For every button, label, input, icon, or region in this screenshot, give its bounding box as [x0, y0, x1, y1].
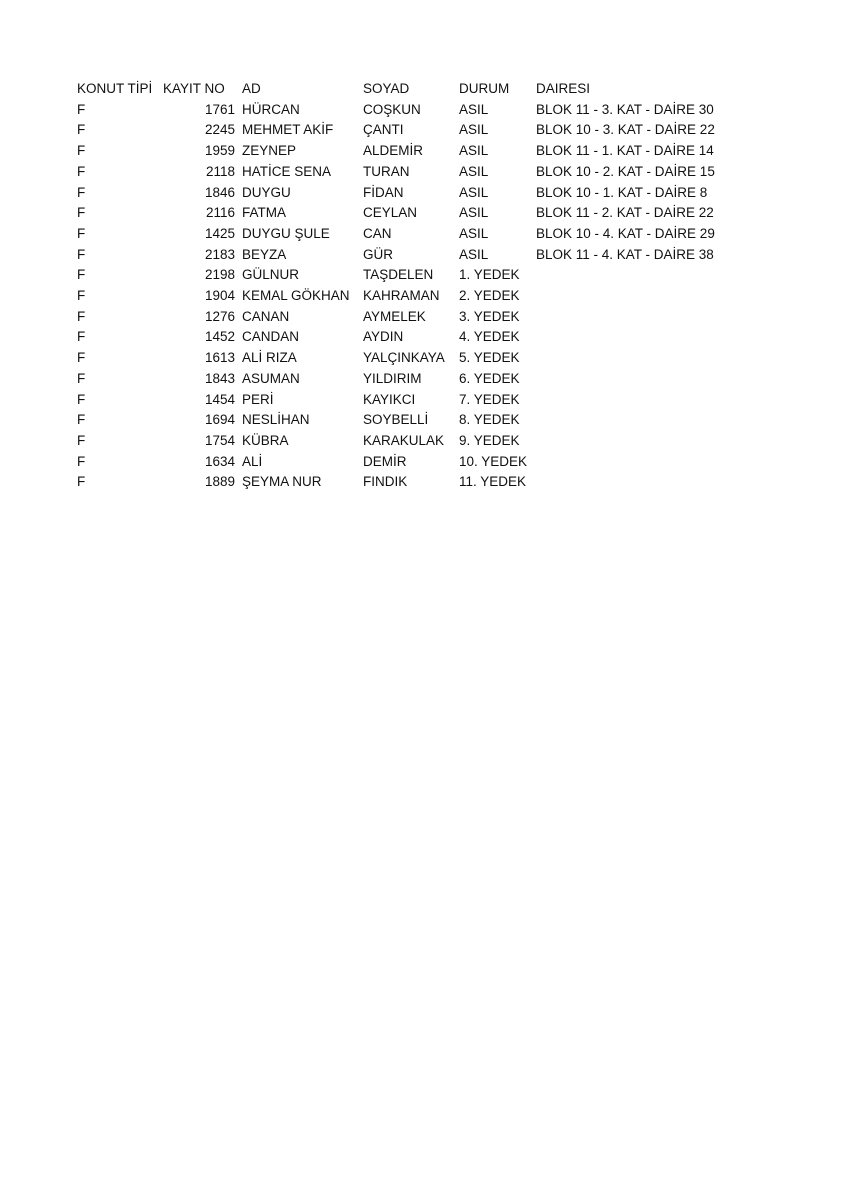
cell-kayit-no: 1425 — [204, 225, 235, 241]
cell-durum: ASIL — [459, 205, 489, 221]
cell-durum: ASIL — [459, 101, 489, 117]
cell-ad: ŞEYMA NUR — [242, 474, 322, 490]
cell-kayit-no: 1846 — [204, 184, 235, 200]
table-row — [77, 120, 736, 141]
cell-durum: 5. YEDEK — [459, 350, 520, 366]
cell-durum: ASIL — [459, 225, 489, 241]
cell-konut-tipi: F — [77, 474, 86, 490]
cell-ad: HÜRCAN — [242, 101, 300, 117]
cell-dairesi — [536, 369, 736, 390]
cell-kayit-no: 2183 — [204, 246, 235, 262]
cell-konut-tipi: F — [77, 163, 86, 179]
header-durum: DURUM — [459, 81, 510, 96]
cell-kayit-no: 1452 — [204, 329, 235, 345]
cell-durum: 6. YEDEK — [459, 370, 520, 386]
cell-ad: CANDAN — [242, 329, 300, 345]
cell-dairesi — [536, 307, 736, 328]
table-row — [77, 224, 736, 245]
cell-konut-tipi: F — [77, 308, 86, 324]
cell-ad: BEYZA — [242, 246, 287, 262]
cell-kayit-no: 1634 — [204, 453, 235, 469]
header-konut-tipi: KONUT TİPİ — [77, 81, 153, 96]
cell-durum: 2. YEDEK — [459, 288, 520, 304]
header-dairesi: DAIRESI — [536, 81, 591, 96]
cell-durum: 3. YEDEK — [459, 308, 520, 324]
cell-kayit-no: 1889 — [204, 474, 235, 490]
cell-dairesi — [536, 390, 736, 411]
cell-ad: ALİ RIZA — [242, 350, 297, 366]
cell-konut-tipi: F — [77, 329, 86, 345]
cell-soyad: GÜR — [363, 246, 393, 262]
header-row — [77, 79, 736, 100]
cell-soyad: FİDAN — [363, 184, 404, 200]
cell-soyad: KAHRAMAN — [363, 288, 440, 304]
cell-durum: ASIL — [459, 163, 489, 179]
cell-soyad: KAYIKCI — [363, 391, 416, 407]
cell-dairesi — [536, 327, 736, 348]
cell-kayit-no: 2118 — [205, 163, 235, 179]
cell-durum: 11. YEDEK — [459, 474, 527, 490]
cell-soyad: YILDIRIM — [363, 370, 422, 386]
cell-dairesi: BLOK 10 - 2. KAT - DAİRE 15 — [536, 163, 715, 179]
cell-ad: ALİ — [242, 453, 263, 469]
cell-konut-tipi: F — [77, 288, 86, 304]
cell-dairesi: BLOK 11 - 4. KAT - DAİRE 38 — [536, 246, 714, 262]
cell-soyad: ÇANTI — [363, 122, 404, 138]
table-row — [77, 265, 736, 286]
cell-ad: FATMA — [242, 205, 287, 221]
cell-kayit-no: 1754 — [204, 432, 235, 448]
table-row — [77, 100, 736, 121]
table-row — [77, 162, 736, 183]
table-row — [77, 431, 736, 452]
cell-konut-tipi: F — [77, 205, 86, 221]
table-row — [77, 183, 736, 204]
table-row — [77, 410, 736, 431]
cell-dairesi: BLOK 11 - 2. KAT - DAİRE 22 — [536, 205, 714, 221]
cell-durum: ASIL — [459, 184, 489, 200]
cell-durum: 10. YEDEK — [459, 453, 528, 469]
cell-konut-tipi: F — [77, 453, 86, 469]
cell-kayit-no: 1843 — [204, 370, 235, 386]
cell-soyad: SOYBELLİ — [363, 412, 429, 428]
cell-soyad: DEMİR — [363, 453, 407, 469]
cell-ad: CANAN — [242, 308, 290, 324]
cell-ad: ZEYNEP — [242, 143, 297, 159]
cell-durum: 7. YEDEK — [459, 391, 520, 407]
cell-ad: KEMAL GÖKHAN — [242, 288, 350, 304]
cell-durum: 9. YEDEK — [459, 432, 520, 448]
cell-dairesi: BLOK 11 - 3. KAT - DAİRE 30 — [536, 101, 714, 117]
cell-dairesi — [536, 348, 736, 369]
cell-durum: 8. YEDEK — [459, 412, 520, 428]
cell-kayit-no: 1959 — [204, 143, 235, 159]
cell-soyad: TAŞDELEN — [363, 267, 434, 283]
cell-konut-tipi: F — [77, 225, 86, 241]
cell-ad: PERİ — [242, 391, 274, 407]
housing-list-sheet — [77, 79, 737, 493]
cell-ad: GÜLNUR — [242, 267, 300, 283]
cell-soyad: TURAN — [363, 163, 410, 179]
cell-ad: DUYGU ŞULE — [242, 225, 330, 241]
cell-konut-tipi: F — [77, 246, 86, 262]
cell-durum: ASIL — [459, 143, 489, 159]
cell-kayit-no: 1761 — [204, 101, 235, 117]
cell-konut-tipi: F — [77, 184, 86, 200]
cell-durum: 4. YEDEK — [459, 329, 520, 345]
cell-soyad: KARAKULAK — [363, 432, 445, 448]
cell-durum: ASIL — [459, 246, 489, 262]
table-row — [77, 472, 736, 493]
cell-kayit-no: 1454 — [204, 391, 235, 407]
cell-kayit-no: 2245 — [204, 122, 235, 138]
cell-soyad: ALDEMİR — [363, 143, 424, 159]
cell-kayit-no: 1694 — [204, 412, 235, 428]
cell-ad: HATİCE SENA — [242, 163, 332, 179]
table-row — [77, 452, 736, 473]
cell-kayit-no: 2116 — [205, 205, 235, 221]
cell-soyad: AYDIN — [363, 329, 404, 345]
table-row — [77, 327, 736, 348]
cell-dairesi — [536, 265, 736, 286]
cell-dairesi: BLOK 10 - 1. KAT - DAİRE 8 — [536, 184, 708, 200]
header-kayit-no: KAYIT NO — [163, 81, 225, 96]
cell-soyad: COŞKUN — [363, 101, 421, 117]
cell-konut-tipi: F — [77, 432, 86, 448]
cell-dairesi: BLOK 11 - 1. KAT - DAİRE 14 — [536, 143, 714, 159]
cell-kayit-no: 1613 — [204, 350, 235, 366]
cell-ad: NESLİHAN — [242, 412, 310, 428]
table-row — [77, 307, 736, 328]
cell-kayit-no: 2198 — [204, 267, 235, 283]
cell-konut-tipi: F — [77, 143, 86, 159]
table-row — [77, 245, 736, 266]
table-row — [77, 369, 736, 390]
housing-allocation-table — [77, 79, 736, 493]
cell-konut-tipi: F — [77, 370, 86, 386]
cell-soyad: AYMELEK — [363, 308, 426, 324]
cell-soyad: CEYLAN — [363, 205, 418, 221]
table-row — [77, 203, 736, 224]
cell-dairesi — [536, 410, 736, 431]
cell-dairesi: BLOK 10 - 4. KAT - DAİRE 29 — [536, 225, 715, 241]
cell-ad: DUYGU — [242, 184, 291, 200]
cell-soyad: FINDIK — [363, 474, 408, 490]
cell-durum: 1. YEDEK — [459, 267, 520, 283]
cell-konut-tipi: F — [77, 267, 86, 283]
table-row — [77, 286, 736, 307]
cell-kayit-no: 1276 — [204, 308, 235, 324]
cell-dairesi — [536, 286, 736, 307]
table-row — [77, 348, 736, 369]
cell-dairesi: BLOK 10 - 3. KAT - DAİRE 22 — [536, 122, 715, 138]
cell-ad: KÜBRA — [242, 432, 289, 448]
cell-konut-tipi: F — [77, 350, 86, 366]
cell-soyad: CAN — [363, 225, 392, 241]
cell-kayit-no: 1904 — [204, 288, 235, 304]
cell-dairesi — [536, 431, 736, 452]
cell-konut-tipi: F — [77, 391, 86, 407]
table-row — [77, 141, 736, 162]
cell-durum: ASIL — [459, 122, 489, 138]
cell-soyad: YALÇINKAYA — [363, 350, 445, 366]
cell-dairesi — [536, 472, 736, 493]
header-ad: AD — [242, 81, 261, 96]
cell-konut-tipi: F — [77, 122, 86, 138]
cell-ad: MEHMET AKİF — [242, 122, 334, 138]
header-soyad: SOYAD — [363, 81, 410, 96]
cell-ad: ASUMAN — [242, 370, 300, 386]
cell-konut-tipi: F — [77, 101, 86, 117]
cell-dairesi — [536, 452, 736, 473]
table-row — [77, 390, 736, 411]
cell-konut-tipi: F — [77, 412, 86, 428]
